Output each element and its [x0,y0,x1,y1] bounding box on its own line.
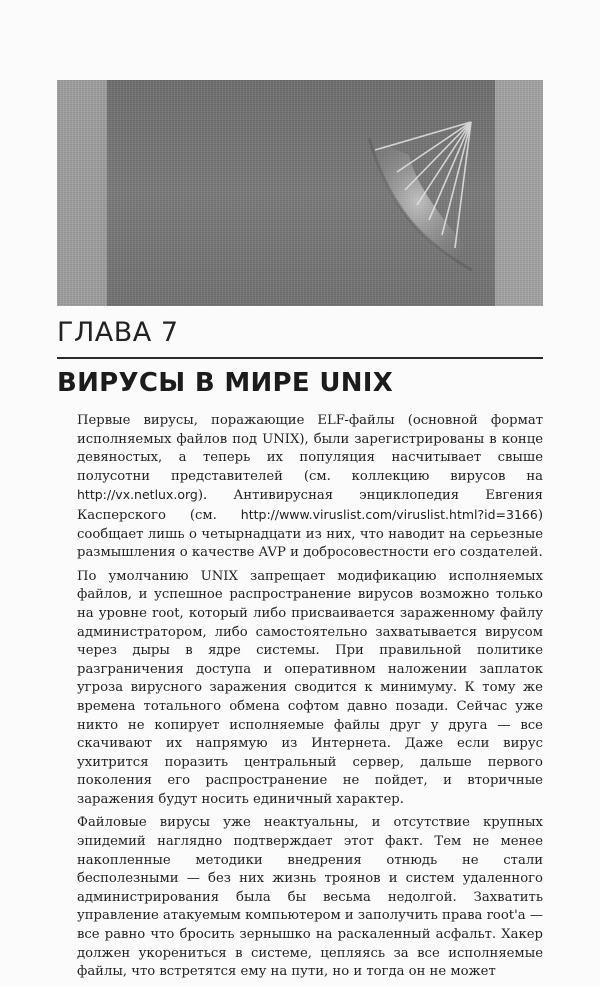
paragraph-text: Первые вирусы, поражающие ELF-файлы (основной формат исполняемых файлов под UNIX), были зарегистрированы в конце девяностых, а теперь их популяция насчитывает свыше полусотни представителей (см. коллекцию вирусов на [77,413,543,484]
chapter-divider [57,357,543,359]
paragraph-text: Файловые вирусы уже неактуальны, и отсутствие крупных эпидемий наглядно подтверждает этот факт. Тем не менее накопленные методики внедрения отнюдь не стали бесполезными — без них жизнь троянов и систем удаленного администрирования была бы весьма недолгой. Захватить управление атакуемым компьютером и заполучить права root'а — все равно что бросить зернышко на раскаленный асфальт. Хакер должен укорениться в системе, цепляясь за все исполняемые файлы, что встретятся ему на пути, но и тогда он не может [77,815,543,980]
chapter-illustration [57,80,543,306]
link-vx-netlux[interactable]: http://vx.netlux.org [77,487,198,503]
paragraph-3 [77,814,543,981]
fan-web-icon [57,80,543,306]
chapter-number: ГЛАВА 7 [57,317,179,348]
link-viruslist[interactable]: http://www.viruslist.com/viruslist.html?id=3166 [240,506,538,522]
paragraph-2 [77,568,543,810]
paragraph-1 [77,412,543,563]
chapter-title: ВИРУСЫ В МИРЕ UNIX [57,368,394,398]
paragraph-text: ). Антивирусная энциклопедия Евгения Касперского (см. [77,488,543,523]
paragraph-text: ) сообщает лишь о четырнадцати из них, что наводит на серьезные размышления о качестве AVP и добросовестности его создателей. [77,507,543,561]
paragraph-text: По умолчанию UNIX запрещает модификацию исполняемых файлов, и успешное распространение вирусов возможно только на уровне root, который либо присваивается зараженному файлу администратором, либо самостоятельно захватывается вирусом через дыры в ядре системы. При правильной политике разграничения доступа и оперативном наложении заплаток угроза вирусного заражения сводится к минимуму. К тому же времена тотального обмена софтом давно позади. Сейчас уже никто не копирует исполняемые файлы друг у друга — все скачивают их напрямую из Интернета. Даже если вирус ухитрится поразить центральный сервер, дальше первого поколения его распространение не пойдет, и вторичные заражения будут носить единичный характер. [77,568,543,807]
chapter-body [77,412,543,987]
